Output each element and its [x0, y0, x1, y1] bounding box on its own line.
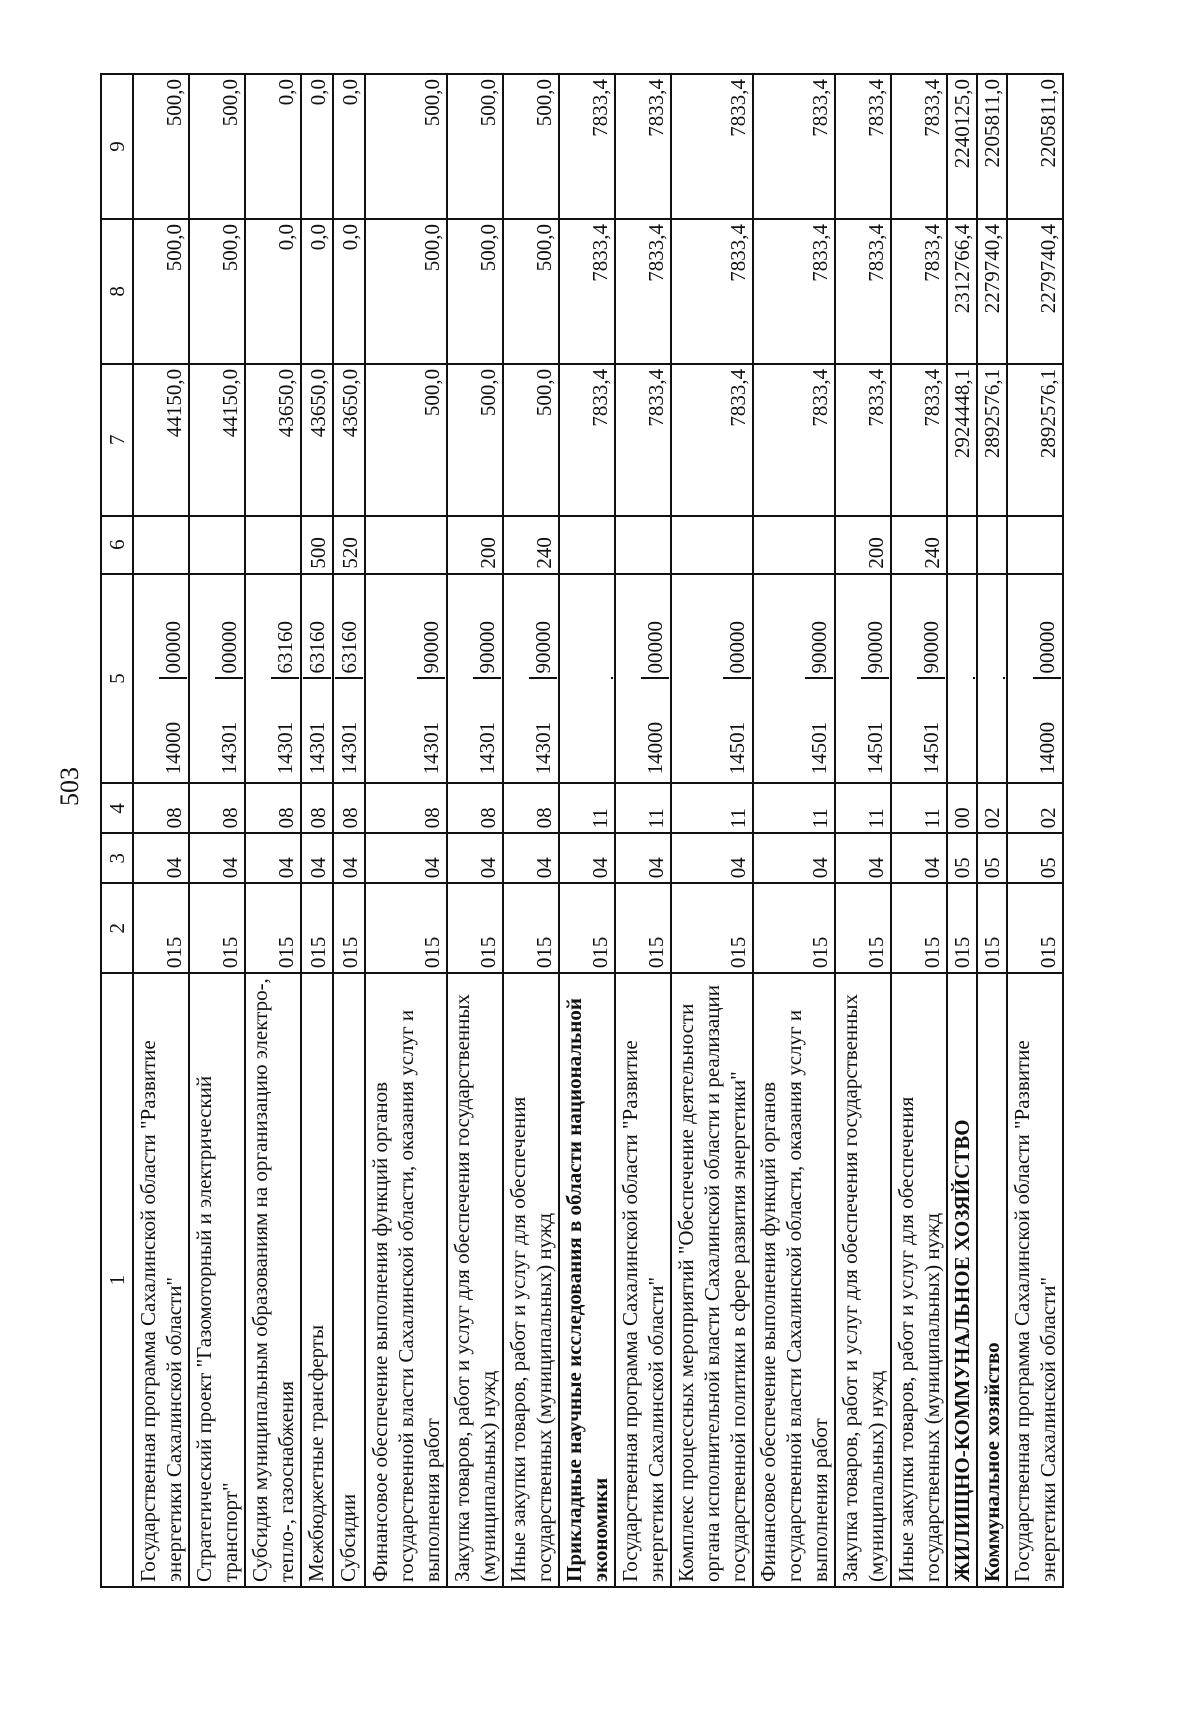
row-amount-year-1: 2892576,1	[1007, 364, 1063, 516]
row-amount-year-2: 2312766,4	[947, 219, 977, 364]
row-admin-code: 015	[977, 883, 1007, 973]
row-name: Закупка товаров, работ и услуг для обеспечения государственных (муниципальных) нужд	[835, 973, 891, 1587]
row-name: Иные закупки товаров, работ и услуг для обеспечения государственных (муниципальных) нужд	[503, 973, 559, 1587]
table-header	[101, 74, 133, 1587]
row-section: 04	[671, 833, 753, 883]
row-program-code: 14301	[419, 721, 443, 775]
row-expense-type	[245, 516, 301, 574]
row-admin-code: 015	[245, 883, 301, 973]
row-name: Комплекс процессных мероприятий "Обеспечение деятельности органа исполнительной власти Сахалинской области и реализации государственной политики в сфере развития энергетики"	[671, 973, 753, 1587]
row-direction-code: 00000	[641, 579, 669, 680]
row-subsection: 11	[835, 783, 891, 833]
row-subsection: 11	[559, 783, 615, 833]
row-amount-year-1: 2892576,1	[977, 364, 1007, 516]
row-target-article	[365, 574, 447, 784]
row-target-article	[753, 574, 835, 784]
row-name: ЖИЛИЩНО-КОММУНАЛЬНОЕ ХОЗЯЙСТВО	[947, 973, 977, 1587]
table-row	[671, 74, 753, 1587]
row-amount-year-2: 500,0	[447, 219, 503, 364]
row-admin-code: 015	[1007, 883, 1063, 973]
row-direction-code: 90000	[805, 579, 833, 680]
row-section: 04	[835, 833, 891, 883]
row-subsection: 08	[301, 783, 333, 833]
row-direction-code: 90000	[417, 579, 445, 680]
row-subsection: 11	[615, 783, 671, 833]
row-admin-code: 015	[891, 883, 947, 973]
row-name: Прикладные научные исследования в области национальной экономики	[559, 973, 615, 1587]
row-amount-year-1: 7833,4	[891, 364, 947, 516]
row-program-code: 14000	[1035, 721, 1059, 775]
row-amount-year-2: 500,0	[189, 219, 245, 364]
row-subsection: 11	[753, 783, 835, 833]
row-admin-code: 015	[559, 883, 615, 973]
row-amount-year-1: 500,0	[503, 364, 559, 516]
row-program-code	[611, 680, 613, 779]
row-amount-year-2: 7833,4	[835, 219, 891, 364]
row-amount-year-1: 500,0	[365, 364, 447, 516]
table-row	[333, 74, 365, 1587]
row-expense-type	[133, 516, 189, 574]
row-amount-year-1: 43650,0	[245, 364, 301, 516]
row-direction-code: 90000	[473, 579, 501, 680]
table-row	[615, 74, 671, 1587]
row-program-code: 14000	[161, 721, 185, 775]
table-row	[891, 74, 947, 1587]
row-amount-year-1: 43650,0	[333, 364, 365, 516]
row-program-code	[1003, 680, 1005, 779]
row-admin-code: 015	[333, 883, 365, 973]
row-program-code	[973, 680, 975, 779]
row-expense-type	[189, 516, 245, 574]
header-col-4: 4	[101, 783, 133, 833]
row-direction-code: 90000	[917, 579, 945, 680]
row-amount-year-2: 7833,4	[559, 219, 615, 364]
row-amount-year-3: 500,0	[189, 74, 245, 219]
row-amount-year-3: 500,0	[503, 74, 559, 219]
table-row	[559, 74, 615, 1587]
row-name: Государственная программа Сахалинской области "Развитие энергетики Сахалинской области"	[615, 973, 671, 1587]
row-name: Субсидия муниципальным образованиям на организацию электро-, тепло-, газоснабжения	[245, 973, 301, 1587]
table-body	[133, 74, 1063, 1587]
row-admin-code: 015	[365, 883, 447, 973]
row-amount-year-3: 7833,4	[671, 74, 753, 219]
row-subsection: 00	[947, 783, 977, 833]
row-expense-type: 520	[333, 516, 365, 574]
row-target-article	[615, 574, 671, 784]
row-direction-code: 63160	[335, 579, 363, 680]
row-section: 05	[1007, 833, 1063, 883]
row-amount-year-2: 7833,4	[671, 219, 753, 364]
row-amount-year-3: 2205811,0	[977, 74, 1007, 219]
header-col-6: 6	[101, 516, 133, 574]
row-section: 04	[753, 833, 835, 883]
row-program-code: 14501	[863, 721, 887, 775]
row-amount-year-2: 0,0	[333, 219, 365, 364]
row-amount-year-3: 2205811,0	[1007, 74, 1063, 219]
row-amount-year-1: 500,0	[447, 364, 503, 516]
row-section: 04	[559, 833, 615, 883]
row-amount-year-1: 7833,4	[753, 364, 835, 516]
row-name: Субсидии	[333, 973, 365, 1587]
row-program-code: 14301	[217, 721, 241, 775]
row-amount-year-3: 500,0	[447, 74, 503, 219]
row-amount-year-3: 7833,4	[753, 74, 835, 219]
row-section: 04	[615, 833, 671, 883]
row-amount-year-1: 7833,4	[671, 364, 753, 516]
row-expense-type	[753, 516, 835, 574]
header-col-7: 7	[101, 364, 133, 516]
row-amount-year-1: 7833,4	[559, 364, 615, 516]
row-direction-code: 00000	[723, 579, 751, 680]
header-row	[101, 74, 133, 1587]
rotated-table-wrapper	[100, 73, 1105, 1588]
row-amount-year-1: 44150,0	[133, 364, 189, 516]
row-amount-year-1: 44150,0	[189, 364, 245, 516]
row-subsection: 08	[189, 783, 245, 833]
row-subsection: 08	[365, 783, 447, 833]
row-admin-code: 015	[947, 883, 977, 973]
row-subsection: 08	[503, 783, 559, 833]
row-subsection: 02	[977, 783, 1007, 833]
header-col-9: 9	[101, 74, 133, 219]
row-target-article	[245, 574, 301, 784]
row-amount-year-2: 7833,4	[615, 219, 671, 364]
row-amount-year-1: 7833,4	[615, 364, 671, 516]
row-subsection: 08	[133, 783, 189, 833]
header-col-5: 5	[101, 574, 133, 784]
row-target-article	[503, 574, 559, 784]
row-admin-code: 015	[447, 883, 503, 973]
table-row	[753, 74, 835, 1587]
table-row	[977, 74, 1007, 1587]
table-row	[189, 74, 245, 1587]
row-subsection: 11	[671, 783, 753, 833]
row-section: 04	[301, 833, 333, 883]
row-direction-code: 00000	[1033, 579, 1061, 680]
row-section: 04	[189, 833, 245, 883]
header-col-1: 1	[101, 973, 133, 1587]
row-subsection: 08	[245, 783, 301, 833]
row-amount-year-1: 2924448,1	[947, 364, 977, 516]
row-expense-type	[977, 516, 1007, 574]
row-direction-code	[611, 579, 613, 680]
row-target-article	[891, 574, 947, 784]
row-amount-year-3: 500,0	[133, 74, 189, 219]
row-amount-year-3: 0,0	[245, 74, 301, 219]
row-amount-year-2: 0,0	[245, 219, 301, 364]
row-admin-code: 015	[189, 883, 245, 973]
row-program-code: 14501	[919, 721, 943, 775]
row-direction-code: 90000	[529, 579, 557, 680]
row-admin-code: 015	[615, 883, 671, 973]
row-expense-type: 500	[301, 516, 333, 574]
row-amount-year-1: 7833,4	[835, 364, 891, 516]
row-amount-year-3: 0,0	[333, 74, 365, 219]
row-amount-year-3: 7833,4	[615, 74, 671, 219]
table-row	[947, 74, 977, 1587]
row-target-article	[559, 574, 615, 784]
row-name: Коммунальное хозяйство	[977, 973, 1007, 1587]
row-admin-code: 015	[835, 883, 891, 973]
row-section: 04	[447, 833, 503, 883]
table-row	[133, 74, 189, 1587]
header-col-3: 3	[101, 833, 133, 883]
row-amount-year-3: 2240125,0	[947, 74, 977, 219]
row-direction-code: 90000	[861, 579, 889, 680]
row-name: Государственная программа Сахалинской области "Развитие энергетики Сахалинской области"	[133, 973, 189, 1587]
row-amount-year-2: 7833,4	[891, 219, 947, 364]
row-direction-code: 00000	[159, 579, 187, 680]
row-amount-year-2: 500,0	[503, 219, 559, 364]
row-name: Государственная программа Сахалинской области "Развитие энергетики Сахалинской области"	[1007, 973, 1063, 1587]
row-program-code: 14301	[337, 721, 361, 775]
row-target-article	[189, 574, 245, 784]
row-amount-year-3: 7833,4	[559, 74, 615, 219]
row-amount-year-3: 7833,4	[891, 74, 947, 219]
row-target-article	[977, 574, 1007, 784]
row-program-code: 14501	[807, 721, 831, 775]
row-direction-code: 00000	[215, 579, 243, 680]
row-expense-type	[615, 516, 671, 574]
row-name: Иные закупки товаров, работ и услуг для обеспечения государственных (муниципальных) нужд	[891, 973, 947, 1587]
table-row	[1007, 74, 1063, 1587]
row-program-code: 14000	[643, 721, 667, 775]
row-subsection: 08	[333, 783, 365, 833]
row-section: 04	[891, 833, 947, 883]
row-amount-year-3: 500,0	[365, 74, 447, 219]
row-program-code: 14301	[305, 721, 329, 775]
row-program-code: 14501	[725, 721, 749, 775]
row-direction-code: 63160	[303, 579, 331, 680]
row-target-article	[835, 574, 891, 784]
budget-table	[100, 73, 1064, 1588]
row-expense-type	[671, 516, 753, 574]
row-target-article	[947, 574, 977, 784]
row-section: 04	[333, 833, 365, 883]
row-subsection: 08	[447, 783, 503, 833]
row-expense-type	[947, 516, 977, 574]
page-number: 503	[55, 767, 84, 806]
row-section: 04	[133, 833, 189, 883]
row-admin-code: 015	[301, 883, 333, 973]
row-name: Финансовое обеспечение выполнения функций органов государственной власти Сахалинской области, оказания услуг и выполнения работ	[753, 973, 835, 1587]
row-name: Стратегический проект "Газомоторный и электрический транспорт"	[189, 973, 245, 1587]
row-section: 04	[365, 833, 447, 883]
row-admin-code: 015	[671, 883, 753, 973]
row-amount-year-2: 500,0	[365, 219, 447, 364]
row-amount-year-1: 43650,0	[301, 364, 333, 516]
row-subsection: 11	[891, 783, 947, 833]
row-expense-type: 200	[835, 516, 891, 574]
row-amount-year-2: 500,0	[133, 219, 189, 364]
table-row	[835, 74, 891, 1587]
row-expense-type	[365, 516, 447, 574]
row-expense-type: 240	[891, 516, 947, 574]
row-admin-code: 015	[503, 883, 559, 973]
row-amount-year-2: 0,0	[301, 219, 333, 364]
row-direction-code: 63160	[271, 579, 299, 680]
row-section: 04	[245, 833, 301, 883]
row-amount-year-2: 2279740,4	[1007, 219, 1063, 364]
table-row	[301, 74, 333, 1587]
row-program-code: 14301	[475, 721, 499, 775]
row-amount-year-2: 2279740,4	[977, 219, 1007, 364]
row-target-article	[447, 574, 503, 784]
row-amount-year-3: 0,0	[301, 74, 333, 219]
row-program-code: 14301	[273, 721, 297, 775]
row-admin-code: 015	[133, 883, 189, 973]
row-target-article	[301, 574, 333, 784]
row-expense-type: 200	[447, 516, 503, 574]
row-direction-code	[973, 579, 975, 680]
header-col-2: 2	[101, 883, 133, 973]
row-name: Закупка товаров, работ и услуг для обеспечения государственных (муниципальных) нужд	[447, 973, 503, 1587]
table-row	[447, 74, 503, 1587]
row-program-code: 14301	[531, 721, 555, 775]
row-name: Межбюджетные трансферты	[301, 973, 333, 1587]
row-amount-year-3: 7833,4	[835, 74, 891, 219]
row-target-article	[671, 574, 753, 784]
row-name: Финансовое обеспечение выполнения функций органов государственной власти Сахалинской области, оказания услуг и выполнения работ	[365, 973, 447, 1587]
row-direction-code	[1003, 579, 1005, 680]
row-expense-type	[559, 516, 615, 574]
row-expense-type: 240	[503, 516, 559, 574]
row-subsection: 02	[1007, 783, 1063, 833]
header-col-8: 8	[101, 219, 133, 364]
table-row	[245, 74, 301, 1587]
row-amount-year-2: 7833,4	[753, 219, 835, 364]
row-target-article	[1007, 574, 1063, 784]
table-row	[503, 74, 559, 1587]
row-section: 04	[503, 833, 559, 883]
row-target-article	[133, 574, 189, 784]
row-section: 05	[977, 833, 1007, 883]
row-target-article	[333, 574, 365, 784]
row-expense-type	[1007, 516, 1063, 574]
row-section: 05	[947, 833, 977, 883]
table-row	[365, 74, 447, 1587]
row-admin-code: 015	[753, 883, 835, 973]
